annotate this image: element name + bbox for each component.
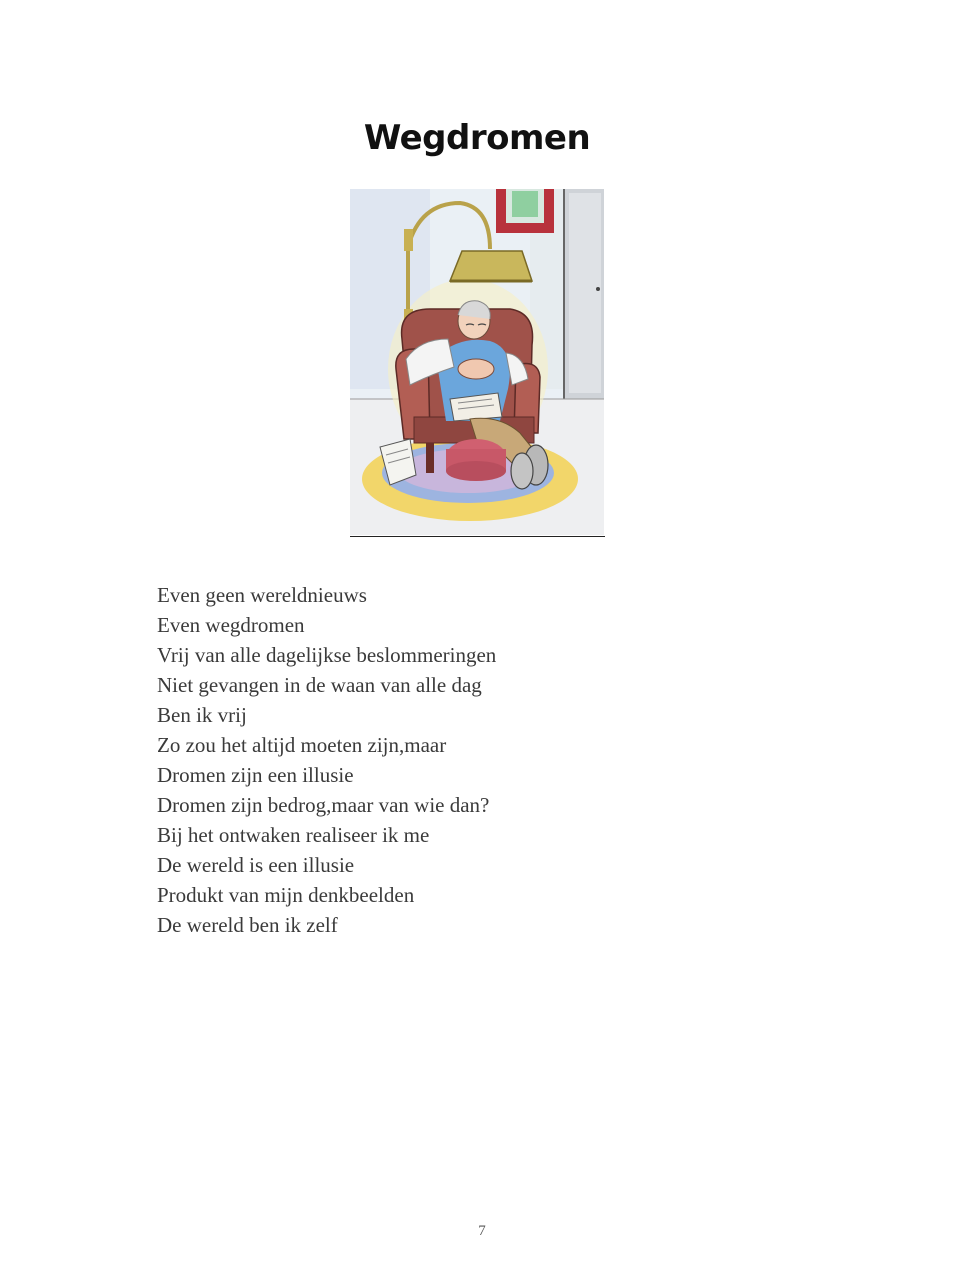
page-number: 7 [478, 1223, 486, 1239]
poem-line: Bij het ontwaken realiseer ik me [157, 823, 430, 847]
poem-line: Produkt van mijn denkbeelden [157, 883, 415, 907]
poem-line: Dromen zijn bedrog,maar van wie dan? [157, 793, 490, 817]
poem-line: Zo zou het altijd moeten zijn,maar [157, 733, 447, 757]
poem [157, 580, 797, 940]
page-title: Wegdromen [363, 118, 591, 158]
poem-line: Even geen wereldnieuws [157, 583, 367, 607]
poem-line: Ben ik vrij [157, 703, 247, 727]
poem-line: De wereld ben ik zelf [157, 913, 338, 937]
sleeping-man-illustration [350, 189, 604, 535]
poem-line: Niet gevangen in de waan van alle dag [157, 673, 482, 697]
poem-line: Even wegdromen [157, 613, 305, 637]
illustration-underline [350, 536, 605, 537]
poem-line: Vrij van alle dagelijkse beslommeringen [157, 643, 497, 667]
poem-line: Dromen zijn een illusie [157, 763, 354, 787]
poem-line: De wereld is een illusie [157, 853, 355, 877]
